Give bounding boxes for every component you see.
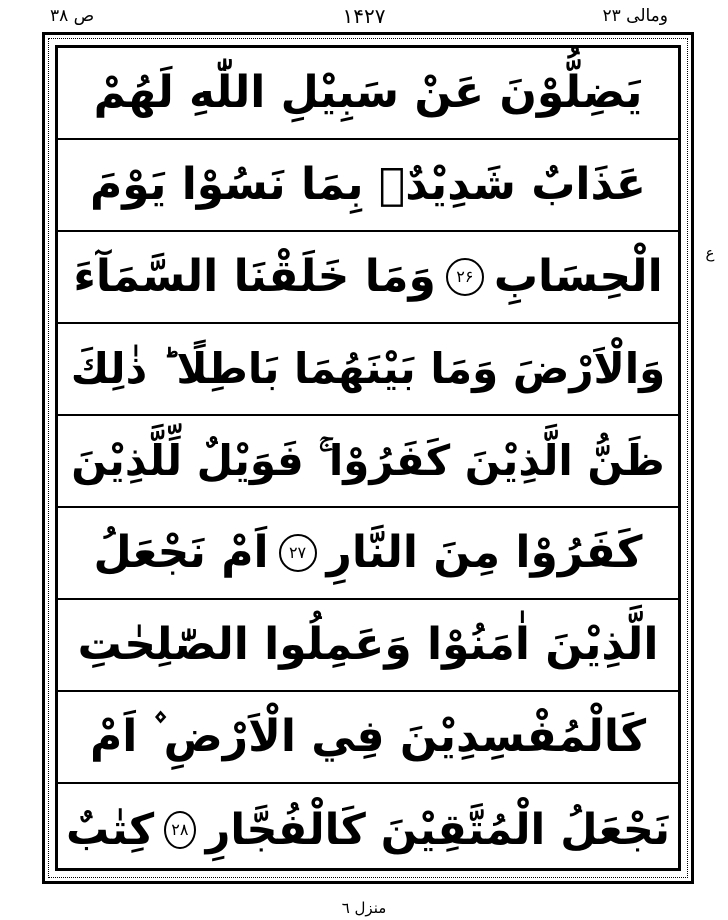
ruku-marker: ع: [705, 244, 715, 262]
verse-text: الَّذِيْنَ اٰمَنُوْا وَعَمِلُوا الصّٰلِحٰتِ: [77, 619, 659, 670]
verse-line: [58, 232, 678, 324]
verse-text: عَذَابٌ شَدِيْدٌۢ بِمَا نَسُوْا يَوْمَ: [90, 159, 646, 210]
verse-line: [58, 48, 678, 140]
manzil-label: منزل ٦: [341, 899, 387, 917]
ayah-number-marker: ۲۷: [279, 534, 317, 572]
verse-text: وَالْاَرْضَ وَمَا بَيْنَهُمَا بَاطِلًا ؕ ذٰلِكَ: [70, 344, 666, 393]
verse-text: نَجْعَلُ الْمُتَّقِيْنَ كَالْفُجَّارِ: [205, 804, 670, 855]
verse-text: الْحِسَابِ: [493, 251, 663, 302]
verse-text: كِتٰبٌ: [66, 804, 155, 855]
ayah-number-marker: ۲۶: [446, 258, 484, 296]
section-label: ومالی ۲۳: [602, 6, 668, 26]
verse-line: [58, 508, 678, 600]
verse-text: يَضِلُّوْنَ عَنْ سَبِيْلِ اللّٰهِ لَهُمْ: [93, 67, 643, 118]
verse-text: اَمْ نَجْعَلُ: [93, 527, 269, 578]
verse-line: [58, 784, 678, 876]
verse-text: وَمَا خَلَقْنَا السَّمَآءَ: [73, 251, 436, 302]
verse-text: كَفَرُوْا مِنَ النَّارِ: [326, 527, 643, 578]
verse-line: [58, 600, 678, 692]
page-frame: [42, 32, 694, 884]
verse-text: ظَنُّ الَّذِيْنَ كَفَرُوْا ۚ فَوَيْلٌ لِّلَّذِيْنَ: [71, 436, 665, 485]
verse-lines: [58, 48, 678, 868]
verse-text: كَالْمُفْسِدِيْنَ فِي الْاَرْضِ ۫ اَمْ: [89, 711, 647, 762]
year-label: ۱۴۲۷: [342, 4, 386, 28]
verse-line: [58, 416, 678, 508]
verse-line: [58, 324, 678, 416]
ayah-number-marker: ۲۸: [164, 811, 196, 849]
page-label: ص ۳۸: [50, 6, 95, 26]
verse-line: [58, 140, 678, 232]
text-panel: [55, 45, 681, 871]
verse-line: [58, 692, 678, 784]
